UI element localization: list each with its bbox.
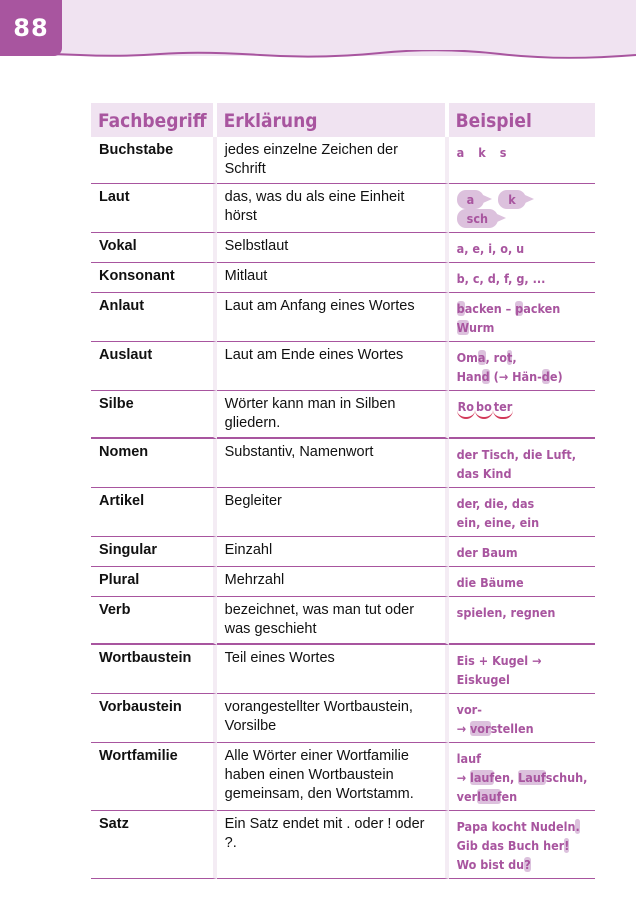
highlighted-text: Lauf: [518, 770, 546, 785]
example-cell: [449, 694, 595, 743]
explanation-cell: Alle Wörter einer Wortfamilie haben einen Wortbaustein gemeinsam, den Wortstamm.: [217, 743, 449, 811]
explanation-cell: Mehrzahl: [217, 567, 449, 597]
term-cell: Wortfamilie: [91, 743, 217, 811]
term-cell: Konsonant: [91, 263, 217, 293]
term-cell: Artikel: [91, 488, 217, 537]
example-line: [457, 817, 589, 836]
term-cell: Singular: [91, 537, 217, 567]
example-line: [457, 494, 589, 513]
example-text: ,: [512, 350, 517, 365]
example-text: schuh,: [545, 770, 588, 785]
example-cell: [449, 645, 595, 694]
example-text: , ro: [485, 350, 507, 365]
example-text: ein, eine, ein: [456, 515, 540, 530]
example-cell: [449, 293, 595, 342]
table-row: [91, 645, 595, 694]
sound-bubble: k: [498, 190, 525, 209]
example-text: der Tisch, die Luft,: [456, 447, 576, 462]
explanation-cell: Mitlaut: [217, 263, 449, 293]
highlighted-text: b: [456, 301, 465, 316]
example-text: →: [456, 721, 470, 736]
table-row: [91, 597, 595, 645]
example-line: [457, 573, 589, 592]
example-text: Om: [456, 350, 478, 365]
term-cell: Anlaut: [91, 293, 217, 342]
table-header-row: [91, 103, 595, 137]
example-cell: [449, 567, 595, 597]
table-row: [91, 391, 595, 439]
example-text: stellen: [490, 721, 534, 736]
example-text: Gib das Buch her: [456, 838, 565, 853]
example-text: Eis + Kugel → Eiskugel: [456, 653, 542, 687]
example-cell: [449, 439, 595, 488]
highlighted-text: lauf: [477, 789, 502, 804]
table-row: [91, 184, 595, 233]
example-cell: [449, 811, 595, 879]
example-text: en: [501, 789, 518, 804]
table-row: [91, 293, 595, 342]
example-line: [457, 190, 589, 228]
example-line: [457, 513, 589, 532]
table-row: [91, 137, 595, 184]
explanation-cell: bezeichnet, was man tut oder was geschieht: [217, 597, 449, 645]
example-text: Wo bist du: [456, 857, 525, 872]
explanation-cell: jedes einzelne Zeichen der Schrift: [217, 137, 449, 184]
header-term: Fachbegriff: [91, 103, 217, 137]
example-line: [457, 239, 589, 258]
example-line: [457, 768, 589, 787]
highlighted-text: d: [481, 369, 490, 384]
term-cell: Vokal: [91, 233, 217, 263]
table-row: [91, 233, 595, 263]
highlighted-text: t: [506, 350, 513, 365]
example-cell: [449, 391, 595, 439]
table-row: [91, 342, 595, 391]
example-cell: [449, 597, 595, 645]
table-row: [91, 439, 595, 488]
example-line: [457, 787, 589, 806]
example-cell: [449, 342, 595, 391]
example-text: acken –: [464, 301, 516, 316]
table-row: [91, 488, 595, 537]
term-cell: Vorbaustein: [91, 694, 217, 743]
table-row: [91, 694, 595, 743]
example-cell: [449, 537, 595, 567]
highlighted-text: W: [456, 320, 470, 335]
example-text: Han: [456, 369, 482, 384]
example-text: acken: [523, 301, 561, 316]
example-line: [457, 318, 589, 337]
term-cell: Satz: [91, 811, 217, 879]
example-cell: [449, 137, 595, 184]
example-text: das Kind: [456, 466, 512, 481]
example-text: lauf: [456, 751, 481, 766]
table-row: [91, 743, 595, 811]
example-text: urm: [469, 320, 495, 335]
example-text: der, die, das: [456, 496, 535, 511]
syllable: bo: [475, 397, 493, 419]
example-line: [457, 603, 589, 622]
page-number: 88: [0, 0, 62, 56]
explanation-cell: Ein Satz endet mit . oder ! oder ?.: [217, 811, 449, 879]
example-text: s: [499, 145, 507, 160]
example-text: ver: [456, 789, 478, 804]
table-row: [91, 537, 595, 567]
explanation-cell: das, was du als eine Einheit hörst: [217, 184, 449, 233]
sound-bubble: a: [457, 190, 485, 209]
example-cell: [449, 488, 595, 537]
example-text: a, e, i, o, u: [456, 241, 525, 256]
term-cell: Buchstabe: [91, 137, 217, 184]
example-line: [457, 143, 589, 162]
term-cell: Nomen: [91, 439, 217, 488]
example-line: [457, 269, 589, 288]
example-text: a: [456, 145, 465, 160]
explanation-cell: Teil eines Wortes: [217, 645, 449, 694]
table-row: [91, 567, 595, 597]
highlighted-text: d: [541, 369, 550, 384]
example-line: [457, 651, 589, 689]
example-cell: [449, 184, 595, 233]
header-wavy-line: [0, 50, 636, 60]
example-line: [457, 836, 589, 855]
example-text: en,: [494, 770, 519, 785]
example-text: b, c, d, f, g, ...: [456, 271, 546, 286]
sound-bubble: sch: [457, 209, 498, 228]
example-text: der Baum: [456, 545, 518, 560]
example-text: vor-: [456, 702, 482, 717]
example-line: [457, 445, 589, 464]
glossary-table: [91, 103, 595, 879]
explanation-cell: Substantiv, Namenwort: [217, 439, 449, 488]
example-line: [457, 299, 589, 318]
table-row: [91, 811, 595, 879]
explanation-cell: Laut am Anfang eines Wortes: [217, 293, 449, 342]
header-band: [0, 0, 636, 56]
example-text: →: [456, 770, 470, 785]
explanation-cell: Begleiter: [217, 488, 449, 537]
syllable: ter: [493, 397, 514, 419]
example-cell: [449, 743, 595, 811]
term-cell: Plural: [91, 567, 217, 597]
highlighted-text: p: [515, 301, 524, 316]
explanation-cell: Einzahl: [217, 537, 449, 567]
example-text: k: [478, 145, 486, 160]
syllable: Ro: [457, 397, 475, 419]
example-line: [457, 749, 589, 768]
example-line: [457, 367, 589, 386]
example-line: [457, 543, 589, 562]
term-cell: Wortbaustein: [91, 645, 217, 694]
example-line: [457, 397, 589, 419]
example-text: (→ Hän-: [489, 369, 542, 384]
example-line: [457, 700, 589, 719]
header-example: Beispiel: [449, 103, 595, 137]
highlighted-text: vor: [469, 721, 491, 736]
table-row: [91, 263, 595, 293]
explanation-cell: Selbstlaut: [217, 233, 449, 263]
example-text: spielen, regnen: [456, 605, 556, 620]
highlighted-text: a: [477, 350, 486, 365]
explanation-cell: Laut am Ende eines Wortes: [217, 342, 449, 391]
example-cell: [449, 263, 595, 293]
highlighted-text: .: [575, 819, 580, 834]
example-cell: [449, 233, 595, 263]
term-cell: Laut: [91, 184, 217, 233]
term-cell: Silbe: [91, 391, 217, 439]
highlighted-text: lauf: [469, 770, 495, 785]
highlighted-text: ?: [524, 857, 531, 872]
explanation-cell: vorangestellter Wortbaustein, Vorsilbe: [217, 694, 449, 743]
explanation-cell: Wörter kann man in Silben gliedern.: [217, 391, 449, 439]
example-line: [457, 719, 589, 738]
example-text: die Bäume: [456, 575, 524, 590]
term-cell: Auslaut: [91, 342, 217, 391]
example-text: e): [549, 369, 563, 384]
highlighted-text: !: [564, 838, 570, 853]
header-explanation: Erklärung: [217, 103, 449, 137]
example-line: [457, 855, 589, 874]
example-line: [457, 348, 589, 367]
term-cell: Verb: [91, 597, 217, 645]
example-line: [457, 464, 589, 483]
example-text: Papa kocht Nudeln: [456, 819, 576, 834]
